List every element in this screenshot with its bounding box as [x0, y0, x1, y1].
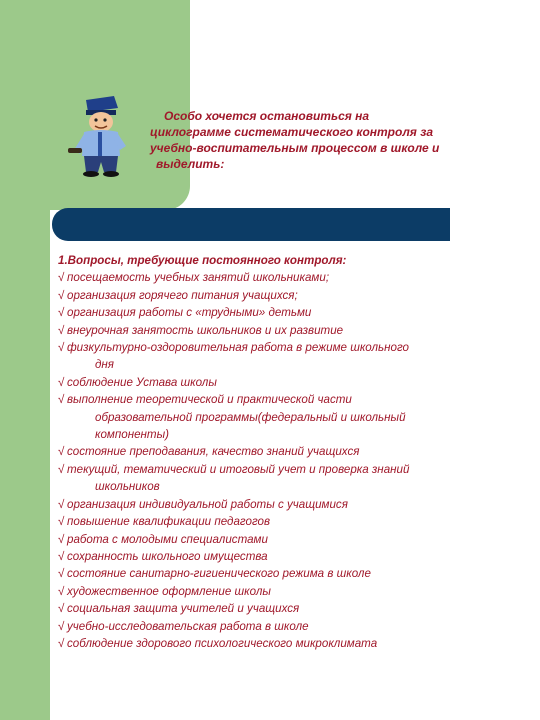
list-item-line: художественное оформление школы	[67, 584, 271, 598]
list-item	[58, 548, 518, 565]
list-item-continuation: компоненты)	[95, 428, 169, 442]
list-item-text	[67, 304, 311, 321]
check-mark-icon: √	[58, 567, 65, 581]
list-item-line: выполнение теоретической и практической части	[67, 393, 352, 407]
list-item-line: внеурочная занятость школьников и их развитие	[67, 323, 344, 337]
intro-line: циклограмме систематического контроля за	[150, 125, 434, 139]
check-mark-icon: √	[58, 532, 65, 546]
list-item-text	[67, 443, 359, 460]
police-officer-mascot-icon	[68, 94, 134, 178]
list-item-line: состояние санитарно-гигиенического режима в школе	[67, 567, 371, 581]
intro-line: Особо хочется остановиться на	[164, 109, 370, 123]
list-item-text	[67, 496, 348, 513]
list-item-line: работа с молодыми специалистами	[67, 532, 268, 546]
list-item	[58, 531, 518, 548]
list-item-line: организация работы с «трудными» детьми	[67, 306, 312, 320]
list-item	[58, 287, 518, 304]
list-item-line: учебно-исследовательская работа в школе	[67, 619, 309, 633]
list-item-text	[67, 461, 409, 496]
list-item-line: организация индивидуальной работы с учащимися	[67, 497, 348, 511]
check-mark-icon: √	[58, 445, 65, 459]
list-item-line: соблюдение здорового психологического микроклимата	[67, 636, 378, 650]
list-item-line: организация горячего питания учащихся;	[67, 288, 298, 302]
check-mark-icon: √	[58, 271, 65, 285]
check-mark-icon: √	[58, 619, 65, 633]
check-mark-icon: √	[58, 306, 65, 320]
intro-text	[150, 108, 510, 172]
list-item-continuation: образовательной программы(федеральный и школьный	[95, 410, 406, 424]
list-item-text	[67, 635, 377, 652]
list-item-line: повышение квалификации педагогов	[67, 515, 271, 529]
intro-line: учебно-воспитательным процессом в школе и	[150, 141, 440, 155]
check-mark-icon: √	[58, 636, 65, 650]
list-item-text	[67, 531, 268, 548]
list-item-continuation: школьников	[95, 480, 160, 494]
list-item	[58, 513, 518, 530]
navy-divider-bar	[52, 208, 450, 241]
list-item-text	[67, 513, 270, 530]
list-item	[58, 496, 518, 513]
list-item	[58, 618, 518, 635]
list-item	[58, 374, 518, 391]
list-item	[58, 304, 518, 321]
list-item	[58, 391, 518, 443]
check-mark-icon: √	[58, 462, 65, 476]
check-mark-icon: √	[58, 584, 65, 598]
list-item	[58, 583, 518, 600]
list-item-text	[67, 565, 371, 582]
list-item-text	[67, 583, 271, 600]
check-mark-icon: √	[58, 549, 65, 563]
list-item	[58, 443, 518, 460]
list-item	[58, 635, 518, 652]
list-item-text	[67, 548, 268, 565]
list-item-text	[67, 322, 343, 339]
list-title: 1.Вопросы, требующие постоянного контроля:	[58, 254, 347, 267]
list-item	[58, 565, 518, 582]
list-item	[58, 322, 518, 339]
list-item-text	[67, 391, 406, 443]
left-green-strip	[0, 0, 50, 720]
check-mark-icon: √	[58, 375, 65, 389]
check-mark-icon: √	[58, 288, 65, 302]
check-mark-icon: √	[58, 323, 65, 337]
list-item-line: посещаемость учебных занятий школьниками;	[67, 271, 330, 285]
list-item-text	[67, 600, 299, 617]
check-mark-icon: √	[58, 602, 65, 616]
list-item-text	[67, 618, 309, 635]
list-item	[58, 269, 518, 286]
list-item	[58, 461, 518, 496]
check-mark-icon: √	[58, 393, 65, 407]
intro-line: выделить:	[156, 157, 225, 171]
check-mark-icon: √	[58, 497, 65, 511]
list-item	[58, 600, 518, 617]
list-item-line: состояние преподавания, качество знаний учащихся	[67, 445, 360, 459]
check-mark-icon: √	[58, 341, 65, 355]
list-item-line: физкультурно-оздоровительная работа в режиме школьного	[67, 341, 409, 355]
control-questions-list	[58, 252, 518, 652]
list-item-text	[67, 269, 329, 286]
list-item-line: соблюдение Устава школы	[67, 375, 217, 389]
check-mark-icon: √	[58, 515, 65, 529]
list-item-line: текущий, тематический и итоговый учет и проверка знаний	[67, 462, 410, 476]
list-items	[58, 269, 518, 652]
list-item-continuation: дня	[95, 358, 114, 372]
list-item-text	[67, 287, 298, 304]
list-item-line: социальная защита учителей и учащихся	[67, 602, 300, 616]
list-item-line: сохранность школьного имущества	[67, 549, 268, 563]
list-item-text	[67, 374, 217, 391]
list-item	[58, 339, 518, 374]
list-item-text	[67, 339, 409, 374]
